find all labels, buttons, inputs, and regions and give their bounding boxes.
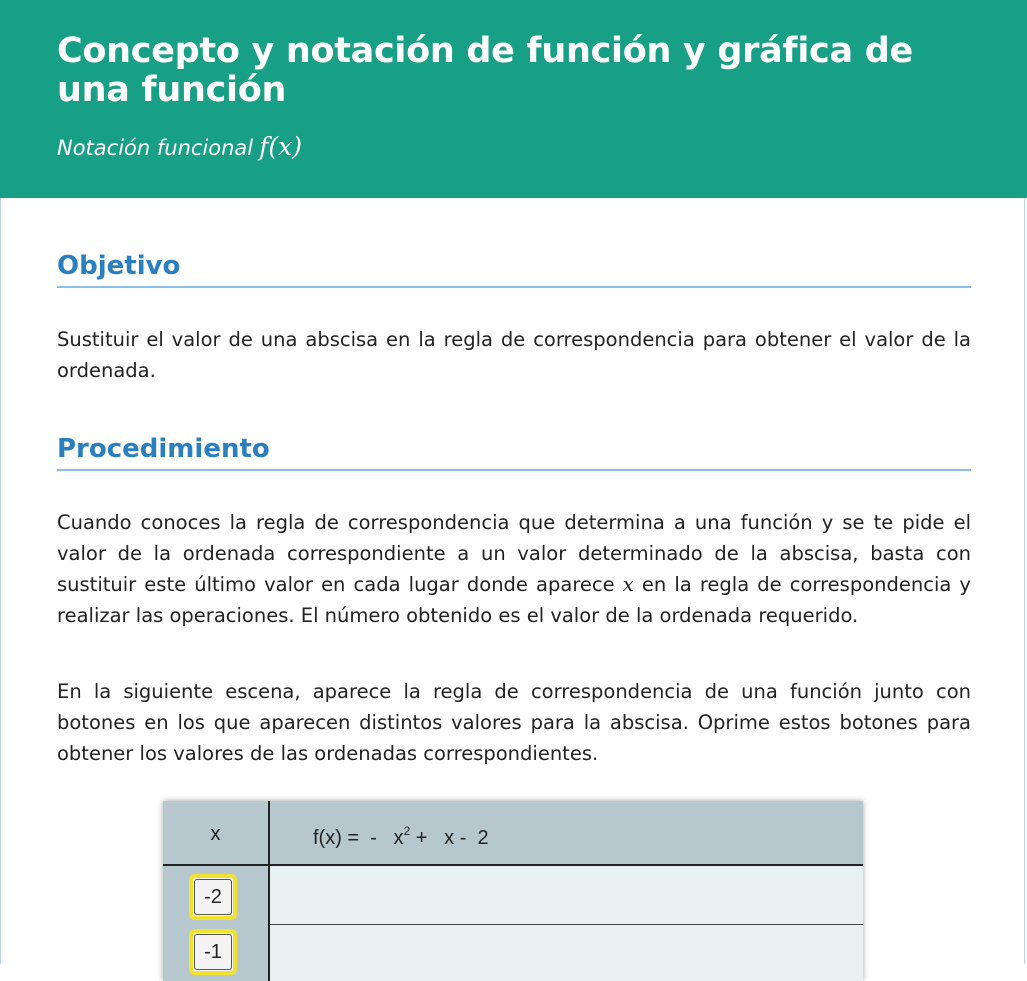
function-formula — [313, 824, 489, 850]
section-title-objetivo: Objetivo — [57, 248, 971, 288]
procedimiento-p1-part-b: en la regla de correspondencia y realizar las operaciones. El número obtenido es el valor de la ordenada requerido. — [57, 573, 971, 627]
procedimiento-p1-part-a: Cuando conoces la regla de correspondencia que determina a una función y se te pide el valor de la ordenada correspondiente a un valor determinado de la abscisa, basta con sustituir este último valor en cada lugar donde aparece — [57, 511, 971, 596]
subtitle-text: Notación funcional — [57, 136, 254, 160]
column-divider — [268, 801, 270, 981]
objetivo-text: Sustituir el valor de una abscisa en la regla de correspondencia para obtener el valor de la ordenada. — [57, 328, 971, 382]
formula-suffix: + x - 2 — [410, 827, 489, 849]
page-title: Concepto y notación de función y gráfica de una función — [57, 31, 913, 110]
x-value-button[interactable]: -2 — [189, 874, 237, 920]
header-divider — [163, 864, 863, 866]
variable-x: x — [622, 573, 634, 596]
procedimiento-paragraph-2: En la siguiente escena, aparece la regla de correspondencia de una función junto con botones en los que aparecen distintos valores para la abscisa. Oprime estos botones para obtener los valores de las ordenadas correspondientes. — [57, 680, 971, 765]
formula-prefix: f(x) = - x — [313, 827, 404, 849]
x-column-header: x — [210, 823, 221, 845]
row-divider — [270, 924, 863, 925]
procedimiento-paragraph-1 — [57, 507, 971, 631]
page-subtitle — [57, 132, 302, 163]
interactive-scene[interactable] — [163, 801, 863, 981]
x-value-button[interactable]: -1 — [189, 929, 237, 975]
page-header — [0, 0, 1027, 198]
formula-exponent: 2 — [403, 824, 411, 838]
subtitle-math: f(x) — [259, 132, 302, 161]
section-title-procedimiento: Procedimiento — [57, 431, 971, 471]
